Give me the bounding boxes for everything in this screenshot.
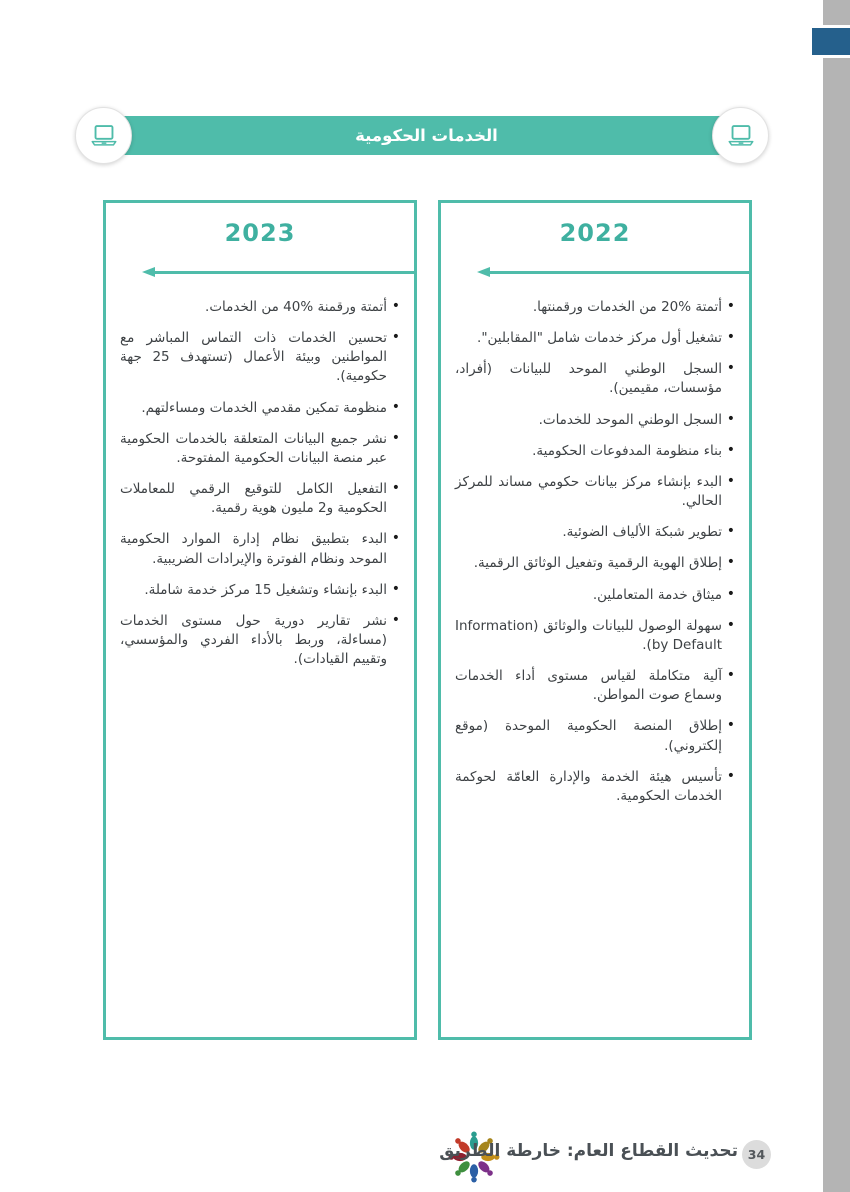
list-item: • البدء بإنشاء مركز بيانات حكومي مساند للمركز الحالي. [455, 473, 735, 511]
list-item: • أتمتة ورقمنة %40 من الخدمات. [120, 298, 400, 317]
list-item: • ميثاق خدمة المتعاملين. [455, 586, 735, 605]
list-item: • تشغيل أول مركز خدمات شامل "المقابلين". [455, 329, 735, 348]
list-item: • أتمتة %20 من الخدمات ورقمنتها. [455, 298, 735, 317]
panel-2023 [103, 200, 417, 1040]
list-item: • التفعيل الكامل للتوقيع الرقمي للمعاملات الحكومية و2 مليون هوية رقمية. [120, 480, 400, 518]
list-item: • إطلاق المنصة الحكومية الموحدة (موقع إلكتروني). [455, 717, 735, 755]
panel-2022 [438, 200, 752, 1040]
list-item: • آلية متكاملة لقياس مستوى أداء الخدمات وسماع صوت المواطن. [455, 667, 735, 705]
year-heading-2023: 2023 [224, 219, 296, 247]
list-item: • تحسين الخدمات ذات التماس المباشر مع المواطنين وبيئة الأعمال (تستهدف 25 جهة حكومية). [120, 329, 400, 386]
section-tab-marker [812, 28, 850, 55]
list-item: • نشر تقارير دورية حول مستوى الخدمات (مساءلة، وربط بالأداء الفردي والمؤسسي، وتقييم القيادات). [120, 612, 400, 669]
timeline-arrow-left-icon [142, 267, 414, 278]
list-item: • تأسيس هيئة الخدمة والإدارة العامّة لحوكمة الخدمات الحكومية. [455, 768, 735, 806]
list-item: • تطوير شبكة الألياف الضوئية. [455, 523, 735, 542]
page-edge-strip [823, 0, 850, 1192]
list-item: • بناء منظومة المدفوعات الحكومية. [455, 442, 735, 461]
list-item: • نشر جميع البيانات المتعلقة بالخدمات الحكومية عبر منصة البيانات الحكومية المفتوحة. [120, 430, 400, 468]
banner-circle-right [712, 107, 769, 164]
laptop-icon [88, 123, 120, 148]
edge-tab-wrap [809, 25, 850, 58]
section-title: الخدمات الحكومية [355, 126, 498, 145]
list-item: • البدء بإنشاء وتشغيل 15 مركز خدمة شاملة. [120, 581, 400, 600]
list-item: • السجل الوطني الموحد للخدمات. [455, 411, 735, 430]
bullet-list-2022 [455, 298, 735, 806]
footer-document-title: تحديث القطاع العام: خارطة الطريق [439, 1141, 738, 1161]
timeline-arrow-left-icon [477, 267, 749, 278]
list-item: • البدء بتطبيق نظام إدارة الموارد الحكومية الموحد ونظام الفوترة والإيرادات الضريبية. [120, 530, 400, 568]
section-banner [90, 116, 763, 155]
arrow-line [488, 271, 749, 274]
laptop-icon [725, 123, 757, 148]
list-item: • سهولة الوصول للبيانات والوثائق (Information by Default). [455, 617, 735, 655]
list-item: • منظومة تمكين مقدمي الخدمات ومساءلتهم. [120, 399, 400, 418]
banner-circle-left [75, 107, 132, 164]
page-number-badge [742, 1140, 771, 1169]
page-number: 34 [747, 1147, 766, 1162]
list-item: • السجل الوطني الموحد للبيانات (أفراد، مؤسسات، مقيمين). [455, 360, 735, 398]
list-item: • إطلاق الهوية الرقمية وتفعيل الوثائق الرقمية. [455, 554, 735, 573]
bullet-list-2023 [120, 298, 400, 669]
arrow-line [153, 271, 414, 274]
year-heading-2022: 2022 [559, 219, 631, 247]
